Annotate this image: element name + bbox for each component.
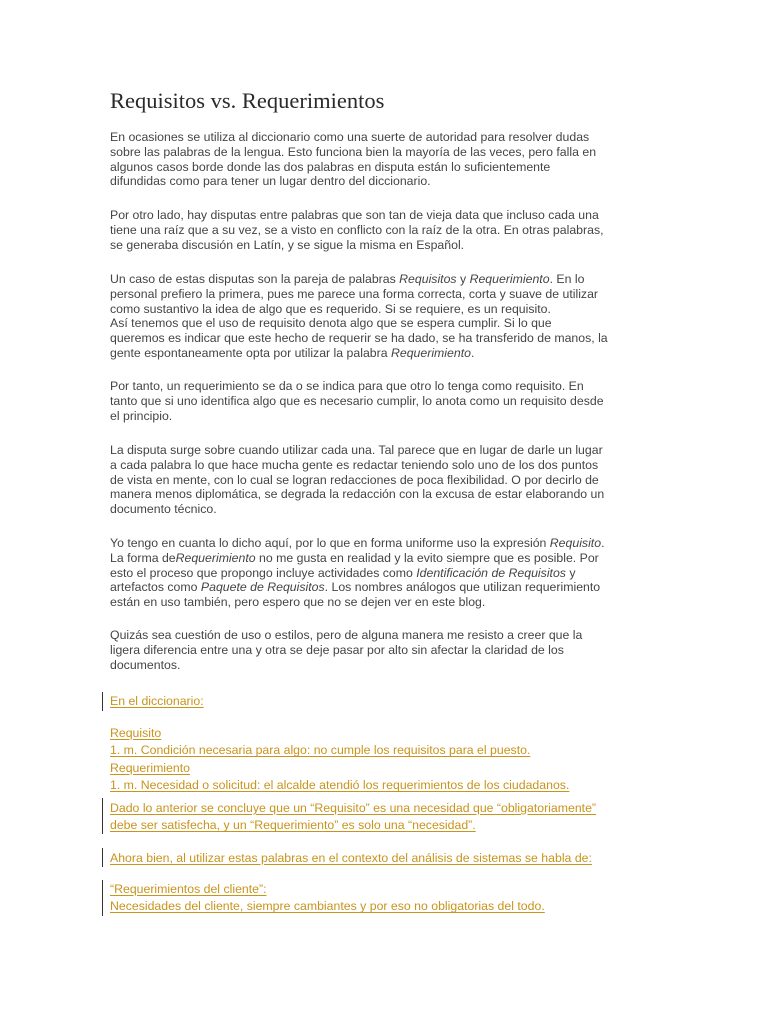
text-line: como sustantivo la idea de algo que es requerido. Si se requiere, es un requisito. — [110, 301, 551, 316]
text-line: queremos es indicar que este hecho de requerir se ha dado, se ha transferido de manos, la — [110, 331, 608, 346]
text-line — [110, 566, 670, 581]
cliente-block — [110, 881, 545, 916]
emphasis-requerimiento: Requerimiento — [175, 550, 256, 565]
dictionary-definitions — [110, 725, 569, 795]
text-segment: no me gusta en realidad y la evito siempre que es posible. Por — [255, 550, 599, 565]
text-line — [110, 551, 670, 566]
text-line: se generaba discusión en Latín, y se sigue la misma en Español. — [110, 237, 465, 252]
link-requisito-term[interactable]: Requisito — [110, 726, 162, 740]
change-bar — [102, 880, 103, 916]
text-segment: esto el proceso que propongo incluye actividades como — [110, 565, 417, 580]
link-requisito-definition[interactable]: 1. m. Condición necesaria para algo: no cumple los requisitos para el puesto. — [110, 743, 531, 758]
text-line: La disputa surge sobre cuando utilizar cada una. Tal parece que en lugar de darle un lugar — [110, 443, 603, 457]
link-requerimientos-cliente[interactable]: “Requerimientos del cliente”: — [110, 882, 267, 896]
link-necesidades-cliente[interactable]: Necesidades del cliente, siempre cambiantes y por eso no obligatorias del todo. — [110, 899, 545, 914]
page-title: Requisitos vs. Requerimientos — [110, 88, 385, 113]
text-line: personal prefiero la primera, pues me parece una forma correcta, corta y suave de utilizar — [110, 286, 599, 301]
paragraph-latin-origin — [110, 208, 670, 252]
text-line: Quizás sea cuestión de uso o estilos, pero de alguna manera me resisto a creer que la — [110, 628, 583, 642]
dictionary-heading — [110, 693, 204, 710]
paragraph-disputa — [110, 443, 670, 517]
text-line — [110, 580, 670, 595]
text-line: difundidas como para tener un lugar dentro del diccionario. — [110, 174, 431, 189]
text-line: tiene una raíz que a su vez, se a visto en conflicto con la raíz de la otra. En otras palabras, — [110, 222, 604, 237]
text-segment: gente espontaneamente opta por utilizar la palabra — [110, 345, 391, 360]
text-segment: artefactos como — [110, 580, 201, 595]
text-segment: Yo tengo en cuanta lo dicho aquí, por lo que en forma uniforme uso la expresión — [110, 536, 550, 550]
text-line: En ocasiones se utiliza al diccionario como una suerte de autoridad para resolver dudas — [110, 130, 590, 144]
change-bar — [102, 692, 103, 711]
text-line — [110, 272, 670, 287]
text-segment: . — [601, 536, 605, 550]
text-line: el principio. — [110, 408, 173, 423]
text-line: sobre las palabras de la lengua. Esto funciona bien la mayoría de las veces, pero falla en — [110, 144, 597, 159]
text-line: Así tenemos que el uso de requisito denota algo que se espera cumplir. Si lo que — [110, 316, 552, 331]
text-segment: Un caso de estas disputas son la pareja de palabras — [110, 272, 400, 286]
paragraph-word-pair — [110, 272, 670, 361]
text-line: documento técnico. — [110, 502, 217, 517]
link-requerimiento-term[interactable]: Requerimiento — [110, 760, 190, 775]
emphasis-paquete: Paquete de Requisitos — [200, 580, 325, 595]
text-line: a cada palabra lo que hace mucha gente es redactar teniendo solo uno de los dos puntos — [110, 457, 599, 472]
change-bar — [102, 798, 103, 834]
paragraph-intro — [110, 130, 670, 189]
text-segment: . Los nombres análogos que utilizan requerimiento — [324, 580, 601, 595]
text-segment: y — [456, 272, 470, 286]
conclusion-block — [110, 800, 596, 835]
text-line: tanto que si uno identifica algo que es necesario cumplir, lo anota como un requisito desde — [110, 393, 604, 408]
text-line: están en uso también, pero espero que no se dejen ver en este blog. — [110, 595, 486, 610]
text-line: documentos. — [110, 657, 181, 672]
text-segment: . En lo — [549, 272, 585, 286]
emphasis-requisito: Requisito — [549, 536, 602, 550]
emphasis-requerimiento: Requerimiento — [390, 345, 471, 360]
text-line: ligera diferencia entre una y otra se deje pasar por alto sin afectar la claridad de los — [110, 642, 564, 657]
text-line: Por otro lado, hay disputas entre palabras que son tan de vieja data que incluso cada una — [110, 208, 599, 222]
link-requerimiento-definition[interactable]: 1. m. Necesidad o solicitud: el alcalde atendió los requerimientos de los ciudadanos. — [110, 778, 570, 793]
text-line: de vista en mente, con lo cual se logran redacciones de poca flexibilidad. O por decirlo de — [110, 472, 599, 487]
analisis-block — [110, 850, 592, 867]
text-line — [110, 346, 670, 361]
link-conclusion-line-1[interactable]: Dado lo anterior se concluye que un “Requisito” es una necesidad que “obligatoriamente” — [110, 801, 597, 815]
text-segment: y — [565, 565, 576, 580]
link-en-el-diccionario[interactable]: En el diccionario: — [110, 694, 204, 708]
emphasis-identificacion: Identificación de Requisitos — [416, 565, 566, 580]
link-analisis-sistemas[interactable]: Ahora bien, al utilizar estas palabras en el contexto del análisis de sistemas se habla de: — [110, 851, 592, 865]
text-line — [110, 536, 670, 551]
link-conclusion-line-2[interactable]: debe ser satisfecha, y un “Requerimiento” es solo una “necesidad”. — [110, 818, 476, 833]
paragraph-uso-personal — [110, 536, 670, 610]
change-bar — [102, 848, 103, 867]
text-segment: La forma de — [110, 550, 176, 565]
paragraph-por-tanto — [110, 379, 670, 423]
emphasis-requisitos: Requisitos — [399, 272, 457, 286]
text-line: Por tanto, un requerimiento se da o se indica para que otro lo tenga como requisito. En — [110, 379, 584, 393]
text-line: manera menos diplomática, se degrada la redacción con la excusa de estar elaborando un — [110, 487, 605, 502]
text-segment: . — [470, 345, 475, 360]
text-line: algunos casos borde donde las dos palabras en disputa están lo suficientemente — [110, 159, 551, 174]
emphasis-requerimiento: Requerimiento — [469, 272, 550, 286]
paragraph-quizas — [110, 628, 670, 672]
